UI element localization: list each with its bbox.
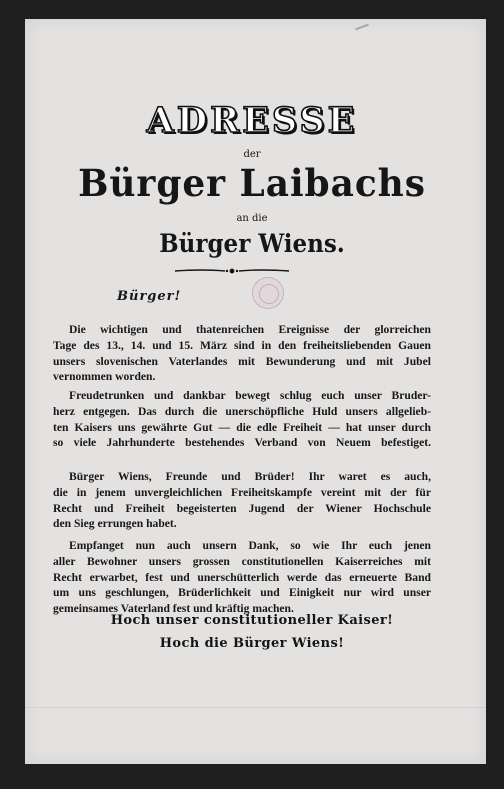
library-stamp xyxy=(252,277,284,309)
senders-heading: Bürger Laibachs xyxy=(78,161,426,205)
poster-title: ADRESSE xyxy=(146,100,358,141)
paragraph-line: herz entgegen. Das durch die unerschöpfliche Huld unsers allgelieb- xyxy=(53,404,431,418)
paragraph-3 xyxy=(53,469,431,532)
paragraph-line: die in jenem unvergleichlichen Freiheitskampfe vereint mit der für xyxy=(53,485,431,499)
cheer-wiens: Hoch die Bürger Wiens! xyxy=(159,636,345,651)
paragraph-2 xyxy=(53,388,431,451)
paragraph-line: Bürger Wiens, Freunde und Brüder! Ihr waret es auch, xyxy=(69,470,431,483)
paragraph-line: Recht erwarbet, fest und unerschütterlich werde das erneuerte Band xyxy=(53,570,431,584)
paragraph-line: vernommen worden. xyxy=(53,370,156,384)
paragraph-line: den Sieg errungen habet. xyxy=(53,517,177,531)
paragraph-1 xyxy=(53,322,431,385)
paragraph-line: Recht und Freiheit begeisterten Jugend der Wiener Hochschule xyxy=(53,501,431,515)
recipients-heading: Bürger Wiens. xyxy=(159,229,345,258)
an-die: an die xyxy=(236,213,268,224)
ornamental-divider xyxy=(173,267,291,275)
paragraph-line: Freudetrunken und dankbar bewegt schlug euch unser Bruder- xyxy=(69,389,431,402)
paragraph-line: unsers slovenischen Vaterlandes mit Bewunderung und mit Jubel xyxy=(53,354,431,368)
paragraph-line: aller Bewohner unsers grossen constitutionellen Kaiserreiches mit xyxy=(53,554,431,568)
paragraph-4 xyxy=(53,538,431,617)
paragraph-line: um uns geschlungen, Brüderlichkeit und Einigkeit nur wird unser xyxy=(53,586,431,600)
fold-line xyxy=(25,707,486,708)
paragraph-line: so viele Jahrhunderte bestehendes Verband von Neuem befestiget. xyxy=(53,436,431,450)
article-der: der xyxy=(243,149,261,160)
salutation: Bürger! xyxy=(117,289,182,304)
paragraph-line: ten Kaisers uns gewährte Gut — die edle Freiheit — hat unser durch xyxy=(53,420,431,434)
paragraph-line: gemeinsames Vaterland fest und kräftig machen. xyxy=(53,602,294,616)
paragraph-line: Die wichtigen und thatenreichen Ereignisse der glorreichen xyxy=(69,323,431,336)
paragraph-line: Tage des 13., 14. und 15. März sind in den freiheitsliebenden Gauen xyxy=(53,338,431,352)
paragraph-line: Empfanget nun auch unsern Dank, so wie Ihr euch jenen xyxy=(69,539,431,552)
cheer-kaiser: Hoch unser constitutioneller Kaiser! xyxy=(110,613,394,628)
